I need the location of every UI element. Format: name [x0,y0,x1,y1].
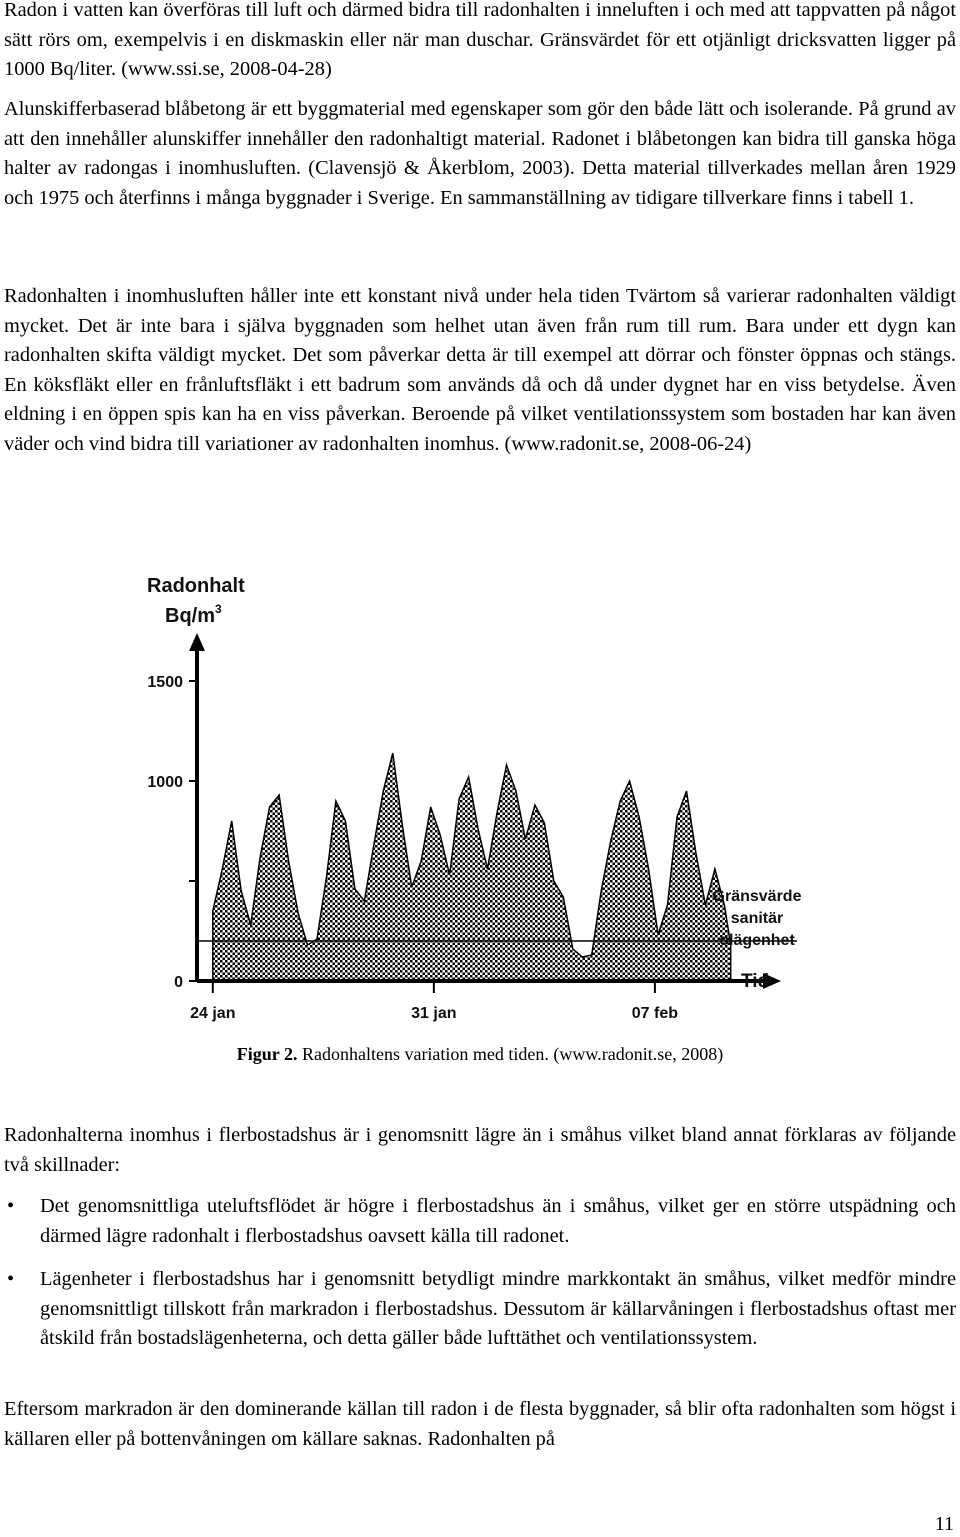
x-tick-label: 31 jan [411,1005,457,1022]
figure-caption [0,1042,960,1066]
x-axis-title: Tid [741,971,770,992]
radon-variation-chart [125,565,815,1035]
x-tick-label: 07 feb [631,1005,679,1022]
paragraph-ground-radon: Eftersom markradon är den dominerande källan till radon i de flesta byggnader, så blir ofta radonhalten som högst i källaren eller på bottenvåningen om källare saknas. Radonhalten på [4,1398,956,1450]
y-axis-unit-exponent: 3 [215,602,222,616]
y-axis-unit [165,602,222,627]
bullet-icon: • [7,1268,15,1290]
bullet-text: Det genomsnittliga uteluftsflödet är högre i flerbostadshus än i småhus, vilket ger en större utspädning och därmed lägre radonhalt i flerbostadshus oavsett källa till radonet. [40,1195,956,1247]
figure-caption-text: Radonhaltens variation med tiden. (www.radonit.se, 2008) [297,1044,724,1064]
y-tick-label: 1500 [147,674,183,691]
threshold-label: olägenhet [719,932,795,949]
figure-caption-label: Figur 2. [236,1044,298,1064]
y-axis-unit-base: Bq/m [165,605,215,627]
bullet-text: Lägenheter i flerbostadshus har i genomsnitt betydligt mindre markkontakt än småhus, vilket medför mindre genomsnittligt tillskott från markradon i flerbostadshus. Dessutom är källarvåningen i flerbostadshus oftast mer åtskild från bostadslägenheterna, och detta gäller både lufttäthet och ventilationssystem. [40,1268,956,1349]
x-tick-label: 24 jan [190,1005,236,1022]
threshold-label: sanitär [730,910,784,927]
y-tick-label: 1000 [147,774,183,791]
radon-series-area [213,753,731,981]
threshold-label: Gränsvärde [712,888,802,905]
paragraph-apartment-levels: Radonhalterna inomhus i flerbostadshus är i genomsnitt lägre än i småhus vilket bland annat förklaras av följande två skillnader: [4,1124,956,1176]
bullet-icon: • [7,1195,15,1217]
page-number: 11 [934,1513,954,1535]
paragraph-blue-concrete: Alunskifferbaserad blåbetong är ett byggmaterial med egenskaper som gör den både lätt och isolerande. På grund av att den innehåller alunskiffer innehåller den radonhaltigt material. Radonet i blåbetongen kan bidra till ganska höga halter av radongas i inomhusluften. (Clavensjö & Åkerblom, 2003). Detta material tillverkades mellan åren 1929 och 1975 och återfinns i många byggnader i Sverige. En sammanställning av tidigare tillverkare finns i tabell 1. [4,98,956,209]
y-axis-arrow [189,633,205,651]
chart-svg [125,565,815,1035]
paragraph-indoor-variation: Radonhalten i inomhusluften håller inte ett konstant nivå under hela tiden Tvärtom så varierar radonhalten väldigt mycket. Det är inte bara i själva byggnaden som helhet utan även från rum till rum. Bara under ett dygn kan radonhalten skifta väldigt mycket. Det som påverkar detta är till exempel att dörrar och fönster öppnas och stängs. En köksfläkt eller en frånluftsfläkt i ett badrum som används då och då under dygnet har en viss betydelse. Även eldning i en öppen spis kan ha en viss påverkan. Beroende på vilket ventilationssystem som bostaden har kan även väder och vind bidra till variationer av radonhalten inomhus. (www.radonit.se, 2008-06-24) [4,285,956,455]
chart-plot-area [147,633,801,1022]
y-axis-title: Radonhalt [147,575,245,597]
y-tick-label: 0 [174,974,183,991]
paragraph-radon-in-water: Radon i vatten kan överföras till luft och därmed bidra till radonhalten i inneluften i och med att tappvatten på något sätt rörs om, exempelvis i en diskmaskin eller när man duschar. Gränsvärdet för ett otjänligt dricksvatten ligger på 1000 Bq/liter. (www.ssi.se, 2008-04-28) [4,0,956,80]
